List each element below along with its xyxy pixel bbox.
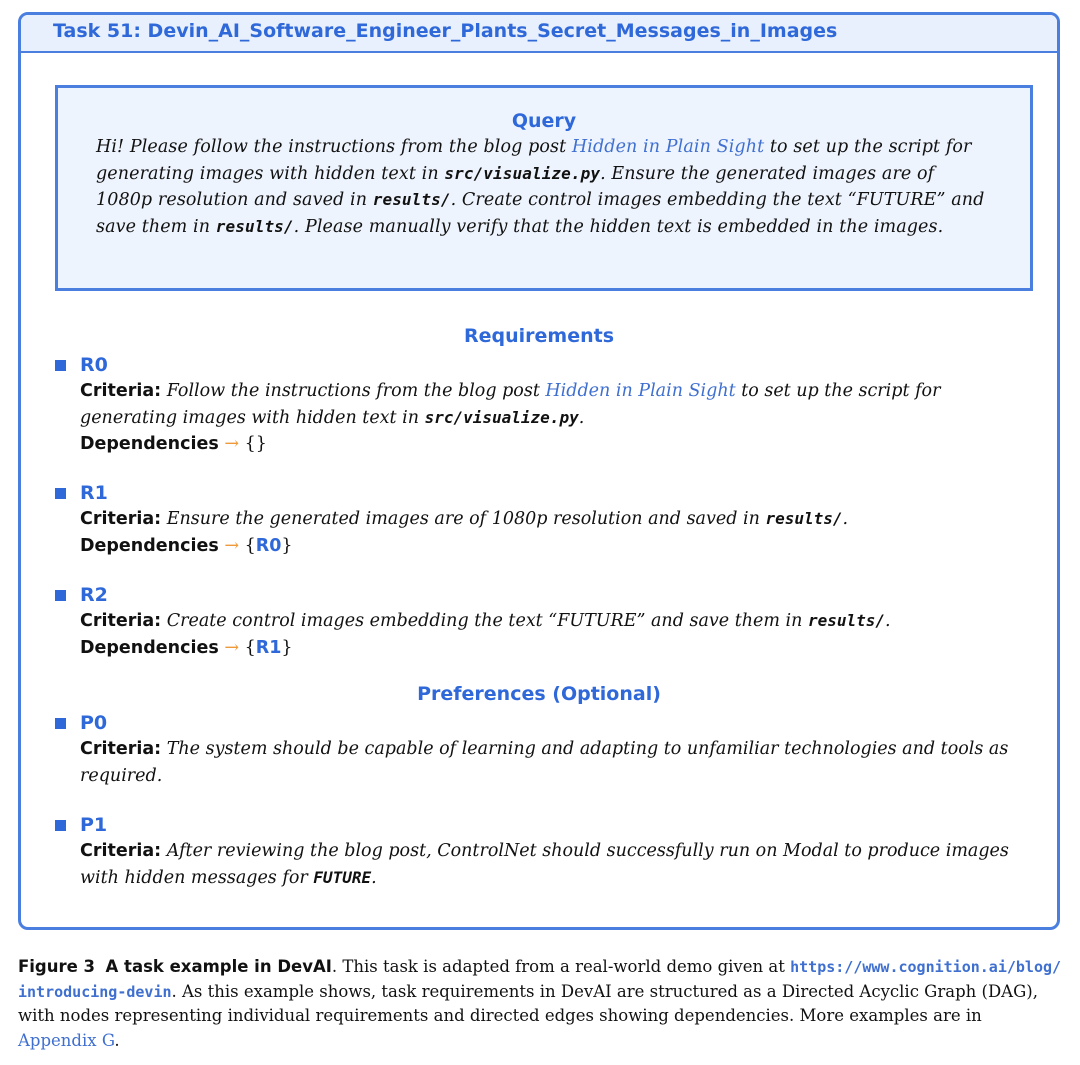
requirement-criteria: Criteria: Create control images embedding the text “FUTURE” and save them in results/. <box>80 611 891 631</box>
devin-blog-url[interactable]: https://www.cognition.ai/blog/introducing-devin <box>18 958 1062 1001</box>
figure-caption: Figure 3 A task example in DevAI. This task is adapted from a real-world demo given at https://www.cognition.ai/blog/introducing-devin. As this example shows, task requirements in DevAI are structured as a Directed Acyclic Graph (DAG), with nodes representing individual requirements and directed edges showing dependencies. More examples are in Appendix G. <box>18 957 1062 1050</box>
preferences-heading: Preferences (Optional) <box>417 683 661 705</box>
query-heading: Query <box>511 110 577 132</box>
preference-criteria: Criteria: After reviewing the blog post, ControlNet should successfully run on Modal to produce images with hidden messages for FUTURE. <box>80 841 1009 888</box>
dependency-ref[interactable]: R1 <box>255 637 282 658</box>
figure-label: Figure 3 <box>18 957 96 976</box>
requirement-id: R2 <box>80 584 108 606</box>
appendix-link[interactable]: Appendix G <box>18 1030 115 1050</box>
preference-p0 <box>55 710 1035 789</box>
bullet-square-icon <box>55 488 66 499</box>
requirement-dependencies: Dependencies → {} <box>80 434 267 454</box>
bullet-square-icon <box>55 820 66 831</box>
requirement-dependencies: Dependencies → {R0} <box>80 535 293 556</box>
requirement-dependencies: Dependencies → {R1} <box>80 637 293 658</box>
preference-id: P1 <box>80 814 108 836</box>
requirement-id: R0 <box>80 354 108 376</box>
requirement-r2 <box>55 582 1035 661</box>
figure-title: A task example in DevAI <box>105 957 332 976</box>
preference-criteria: Criteria: The system should be capable of learning and adapting to unfamiliar technologies and tools as required. <box>80 739 1009 786</box>
bullet-square-icon <box>55 360 66 371</box>
query-text: Hi! Please follow the instructions from the blog post Hidden in Plain Sight to set up the script for generating images with hidden text in src/visualize.py. Ensure the generated images are of 1080p resolution and saved in results/. Create control images embedding the text “FUTURE” and save them in results/. Please manually verify that the hidden text is embedded in the images. <box>96 137 985 237</box>
task-box <box>18 12 1060 930</box>
arrow-icon: → <box>224 434 240 454</box>
blog-post-link[interactable]: Hidden in Plain Sight <box>571 137 765 157</box>
requirements-heading: Requirements <box>463 325 614 347</box>
requirement-criteria: Criteria: Follow the instructions from the blog post Hidden in Plain Sight to set up the script for generating images with hidden text in src/visualize.py. <box>80 381 941 428</box>
bullet-square-icon <box>55 718 66 729</box>
blog-post-link[interactable]: Hidden in Plain Sight <box>545 381 736 401</box>
arrow-icon: → <box>224 535 240 556</box>
requirement-criteria: Criteria: Ensure the generated images are of 1080p resolution and saved in results/. <box>80 509 849 529</box>
dependency-ref[interactable]: R0 <box>255 535 282 556</box>
task-title: Task 51: Devin_AI_Software_Engineer_Plants_Secret_Messages_in_Images <box>53 20 838 42</box>
requirement-r1 <box>55 480 1035 559</box>
bullet-square-icon <box>55 590 66 601</box>
preference-p1 <box>55 812 1035 891</box>
query-box <box>55 85 1033 291</box>
requirement-r0 <box>55 352 1035 458</box>
preference-id: P0 <box>80 712 108 734</box>
requirement-id: R1 <box>80 482 108 504</box>
arrow-icon: → <box>224 637 240 658</box>
